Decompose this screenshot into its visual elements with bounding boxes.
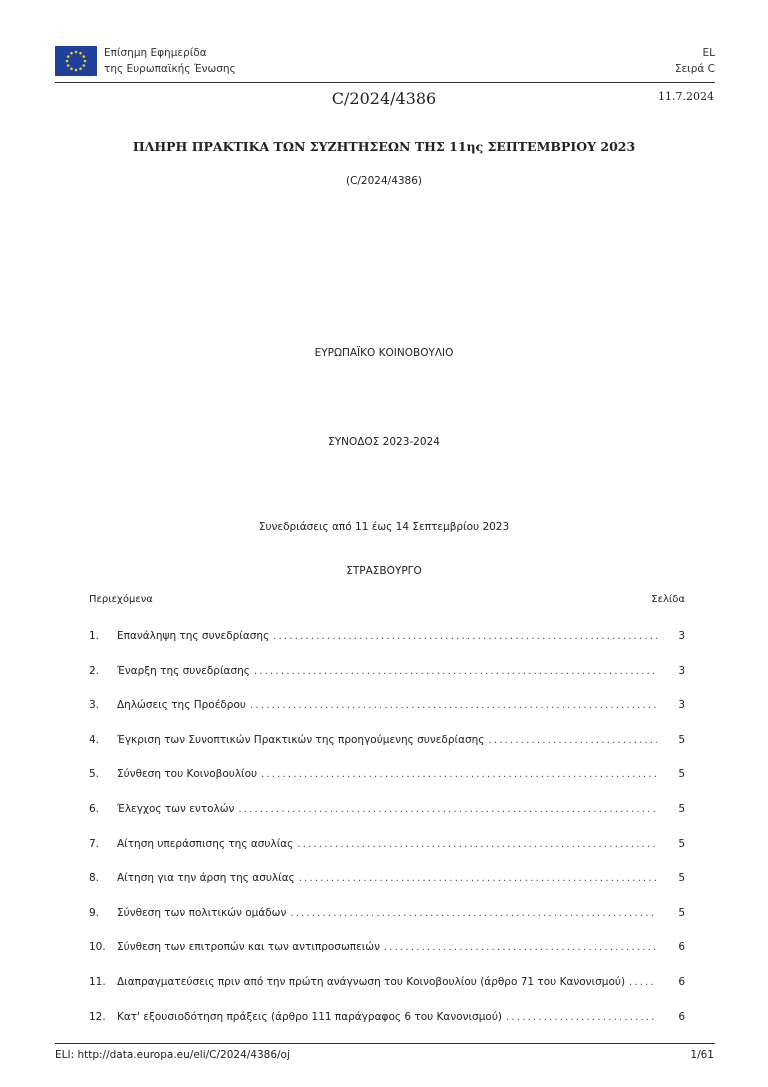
document-subtitle-id: (C/2024/4386)	[345, 175, 423, 187]
toc-item-title: Διαπραγματεύσεις πριν από την πρώτη ανάγνωση του Κοινοβουλίου (άρθρο 71 του Κανονισμού)	[117, 976, 626, 988]
toc-item-page: 5	[678, 872, 685, 885]
language-series	[675, 45, 715, 77]
toc-item-title: Έναρξη της συνεδρίασης	[117, 664, 250, 677]
toc-item-number: 3.	[89, 699, 100, 712]
toc-item-number: 10.	[89, 941, 106, 954]
toc-leader	[261, 769, 657, 780]
publication-line-2: της Ευρωπαϊκής Ένωσης	[104, 63, 236, 75]
toc-item-title: Κατ' εξουσιοδότηση πράξεις (άρθρο 111 παράγραφος 6 του Κανονισμού)	[117, 1010, 502, 1023]
toc-item-page: 5	[678, 803, 685, 815]
toc-leader	[290, 908, 657, 919]
toc-item-title: Αίτηση για την άρση της ασυλίας	[117, 872, 295, 885]
toc-item[interactable]	[89, 795, 685, 815]
toc-item-title: Σύνθεση των πολιτικών ομάδων	[117, 906, 287, 919]
toc-item-title: Σύνθεση των επιτροπών και των αντιπροσωπειών	[117, 941, 380, 954]
toc-header	[89, 594, 685, 605]
toc-leader	[254, 666, 657, 677]
toc-item-title: Έγκριση των Συνοπτικών Πρακτικών της προηγούμενης συνεδρίασης	[117, 733, 485, 746]
toc-item-title: Επανάληψη της συνεδρίασης	[117, 630, 270, 642]
toc-leader	[629, 977, 657, 988]
institution-name: ΕΥΡΩΠΑΪΚΟ ΚΟΙΝΟΒΟΥΛΙΟ	[314, 347, 454, 359]
publication-date: 11.7.2024	[658, 90, 714, 103]
toc-item-number: 12.	[89, 1010, 106, 1023]
toc-item-number: 4.	[89, 733, 100, 746]
toc-page-heading: Σελίδα	[651, 594, 685, 605]
toc-leader	[297, 839, 657, 850]
toc-item-page: 5	[678, 906, 685, 919]
publication-name	[104, 45, 236, 77]
toc-leader	[506, 1012, 657, 1023]
toc-item[interactable]	[89, 691, 685, 711]
toc-item[interactable]	[89, 968, 685, 988]
header-divider	[55, 82, 715, 83]
eu-stars-icon	[55, 46, 97, 76]
toc-item-page: 5	[678, 733, 685, 746]
toc-item-number: 1.	[89, 630, 100, 642]
toc-item-number: 6.	[89, 803, 100, 815]
toc-leader	[238, 804, 657, 815]
series-label: Σειρά C	[674, 63, 715, 75]
toc-item-title: Αίτηση υπεράσπισης της ασυλίας	[117, 837, 294, 850]
toc-item-title: Έλεγχος των εντολών	[117, 803, 235, 815]
toc-item-number: 5.	[89, 768, 100, 781]
toc-item[interactable]	[89, 899, 685, 919]
toc-leader	[250, 700, 657, 711]
session-label: ΣΥΝΟΔΟΣ 2023-2024	[328, 436, 440, 448]
toc-item[interactable]	[89, 864, 685, 884]
page-number: 1/61	[690, 1049, 714, 1061]
toc-item-number: 7.	[89, 837, 100, 850]
toc-item-page: 5	[678, 768, 685, 781]
toc-item-number: 9.	[89, 906, 100, 919]
footer-divider	[55, 1043, 715, 1044]
toc-item-number: 2.	[89, 664, 100, 677]
sittings-dates: Συνεδριάσεις από 11 έως 14 Σεπτεμβρίου 2023	[258, 521, 510, 533]
toc-item-page: 3	[678, 630, 685, 642]
eu-flag-icon	[55, 46, 97, 76]
toc-item[interactable]	[89, 760, 685, 780]
toc-item-title: Σύνθεση του Κοινοβουλίου	[117, 768, 258, 781]
toc-item-number: 8.	[89, 872, 100, 885]
place-name: ΣΤΡΑΣΒΟΥΡΓΟ	[346, 565, 422, 577]
toc-item-page: 6	[678, 976, 685, 988]
toc-item-page: 5	[678, 837, 685, 850]
toc-item[interactable]	[89, 830, 685, 850]
toc-leader	[299, 873, 657, 884]
toc-item-page: 3	[678, 664, 685, 677]
toc-leader	[488, 735, 657, 746]
publication-line-1: Επίσημη Εφημερίδα	[104, 47, 207, 59]
toc-item-title: Δηλώσεις της Προέδρου	[117, 699, 246, 712]
toc-leader	[384, 942, 657, 953]
language-code: EL	[702, 47, 715, 59]
document-title: ΠΛΗΡΗ ΠΡΑΚΤΙΚΑ ΤΩΝ ΣΥΖΗΤΗΣΕΩΝ ΤΗΣ 11ης ΣΕΠΤΕΜΒΡΙΟΥ 2023	[132, 139, 636, 154]
toc-item[interactable]	[89, 1003, 685, 1023]
toc-heading: Περιεχόμενα	[89, 594, 153, 605]
document-id: C/2024/4386	[331, 89, 437, 108]
toc-leader	[273, 631, 657, 642]
toc-item[interactable]	[89, 726, 685, 746]
toc-item-page: 6	[678, 1010, 685, 1023]
toc-item[interactable]	[89, 933, 685, 953]
toc-item-page: 6	[678, 941, 685, 954]
toc-item-number: 11.	[89, 976, 106, 988]
eli-link[interactable]: ELI: http://data.europa.eu/eli/C/2024/4386/oj	[55, 1049, 290, 1061]
toc-item[interactable]	[89, 622, 685, 642]
toc-item[interactable]	[89, 657, 685, 677]
toc-item-page: 3	[678, 699, 685, 712]
